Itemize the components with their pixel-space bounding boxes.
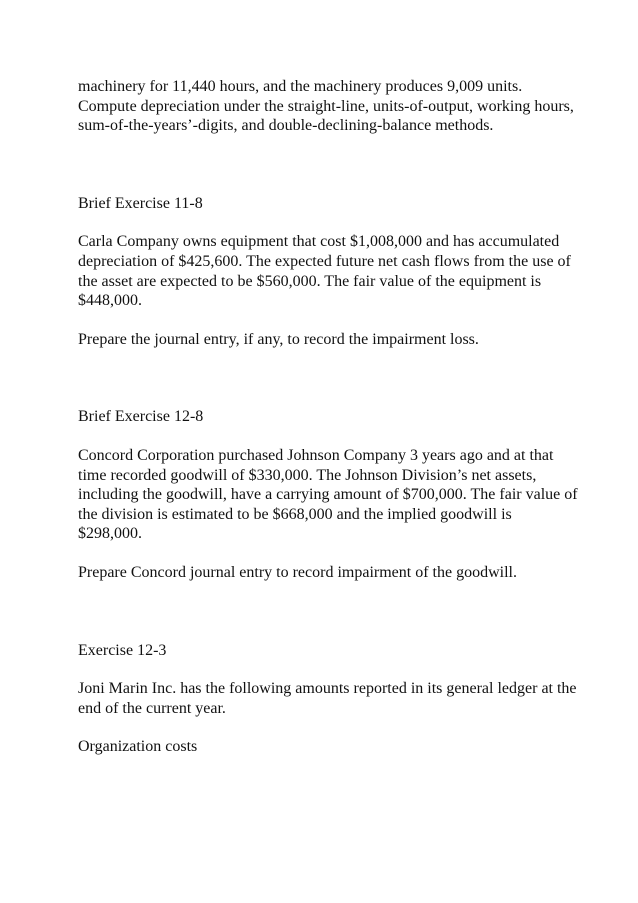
- section-paragraph: Carla Company owns equipment that cost $1,008,000 and has accumulated depreciation of $425,600. The expected future net cash flows from the use of the asset are expected to be $560,000. The fair value of the equipment is $448,000.: [78, 233, 571, 310]
- section-paragraph: Concord Corporation purchased Johnson Company 3 years ago and at that time recorded goodwill of $330,000. The Johnson Division’s net assets, including the goodwill, have a carrying amount of $700,000. The fair value of the division is estimated to be $668,000 and the implied goodwill is $298,000.: [78, 446, 578, 543]
- section-heading-brief-exercise-11-8: Brief Exercise 11-8: [78, 194, 203, 212]
- section-paragraph: Prepare Concord journal entry to record impairment of the goodwill.: [78, 563, 517, 581]
- document-body: [78, 77, 578, 776]
- section-paragraph: Joni Marin Inc. has the following amounts reported in its general ledger at the end of the current year.: [78, 680, 577, 717]
- section-paragraph: Prepare the journal entry, if any, to record the impairment loss.: [78, 330, 479, 348]
- section-paragraph: Organization costs: [78, 738, 198, 756]
- section-heading-exercise-12-3: Exercise 12-3: [78, 641, 167, 659]
- intro-paragraph: machinery for 11,440 hours, and the machinery produces 9,009 units. Compute depreciation under the straight-line, units-of-output, working hours, sum-of-the-years’-digits, and double-declining-balance methods.: [78, 78, 574, 135]
- section-heading-brief-exercise-12-8: Brief Exercise 12-8: [78, 408, 204, 426]
